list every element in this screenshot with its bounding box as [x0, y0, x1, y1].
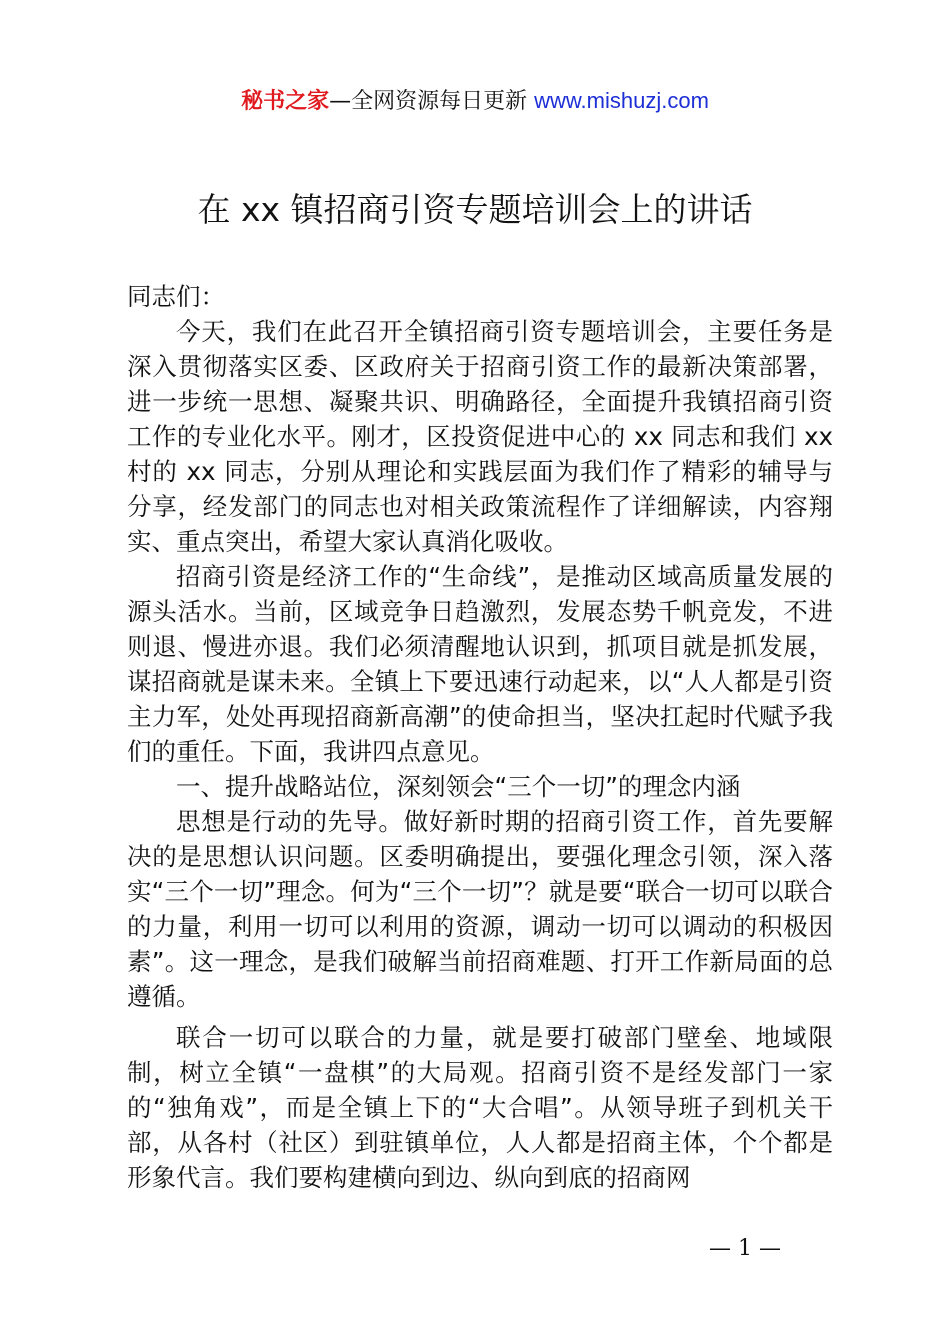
- document-body: [127, 279, 833, 1195]
- site-header: [0, 86, 950, 117]
- header-tagline: —全网资源每日更新: [329, 89, 535, 114]
- salutation: 同志们：: [127, 282, 225, 311]
- paragraph-3: 思想是行动的先导。做好新时期的招商引资工作，首先要解决的是思想认识问题。区委明确提出，要强化理念引领，深入落实“三个一切”理念。何为“三个一切”？就是要“联合一切可以联合的力量，利用一切可以利用的资源，调动一切可以调动的积极因素”。这一理念，是我们破解当前招商难题、打开工作新局面的总遵循。: [127, 807, 833, 1011]
- paragraph-1: 今天，我们在此召开全镇招商引资专题培训会，主要任务是深入贯彻落实区委、区政府关于招商引资工作的最新决策部署，进一步统一思想、凝聚共识、明确路径，全面提升我镇招商引资工作的专业化水平。刚才，区投资促进中心的 xx 同志和我们 xx 村的 xx 同志，分别从理论和实践层面为我们作了精彩的辅导与分享，经发部门的同志也对相关政策流程作了详细解读，内容翔实、重点突出，希望大家认真消化吸收。: [127, 317, 833, 556]
- paragraph-4: 联合一切可以联合的力量，就是要打破部门壁垒、地域限制，树立全镇“一盘棋”的大局观。招商引资不是经发部门一家的“独角戏”，而是全镇上下的“大合唱”。从领导班子到机关干部，从各村（社区）到驻镇单位，人人都是招商主体，个个都是形象代言。我们要构建横向到边、纵向到底的招商网: [127, 1023, 833, 1192]
- document-title: 在 xx 镇招商引资专题培训会上的讲话: [197, 190, 753, 229]
- paragraph-2: 招商引资是经济工作的“生命线”，是推动区域高质量发展的源头活水。当前，区域竞争日趋激烈，发展态势千帆竞发，不进则退、慢进亦退。我们必须清醒地认识到，抓项目就是抓发展，谋招商就是谋未来。全镇上下要迅速行动起来，以“人人都是引资主力军，处处再现招商新高潮”的使命担当，坚决扛起时代赋予我们的重任。下面，我讲四点意见。: [127, 562, 833, 766]
- section-heading-1: 一、提升战略站位，深刻领会“三个一切”的理念内涵: [176, 772, 741, 801]
- page-number: — 1 —: [709, 1236, 781, 1261]
- site-url-link[interactable]: www.mishuzj.com: [534, 88, 709, 113]
- brand-name: 秘书之家: [241, 89, 330, 114]
